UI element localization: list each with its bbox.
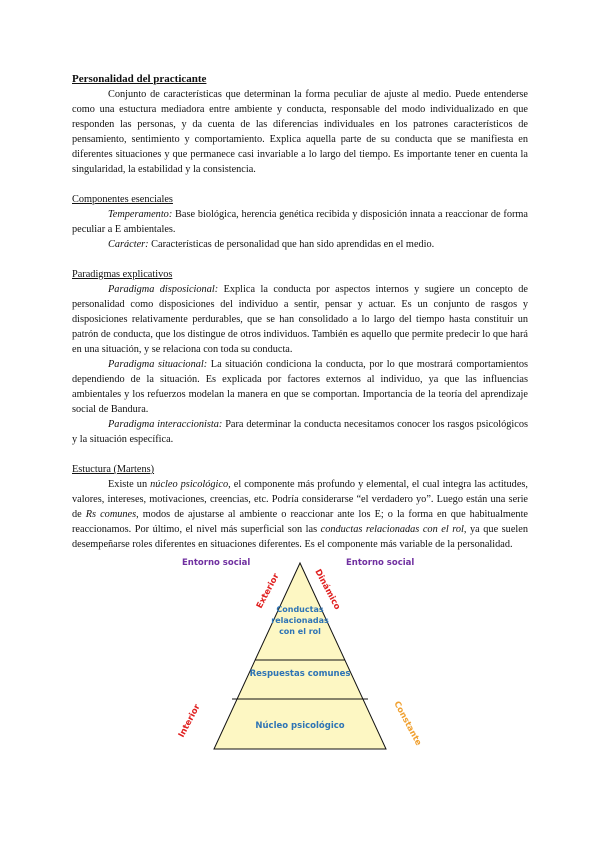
interaccionista-term: Paradigma interaccionista:	[108, 419, 223, 430]
nucleo-term: núcleo psicológico	[150, 479, 229, 490]
interior-label: Interior	[176, 702, 203, 740]
entorno-social-left: Entorno social	[182, 558, 251, 568]
temperamento-paragraph	[72, 207, 528, 237]
temperamento-term: Temperamento:	[108, 209, 173, 220]
intro-paragraph: Conjunto de características que determinan la forma peculiar de ajuste al medio. Puede entenderse como una estuctura mediadora entre ambiente y conducta, responsable del modo individualizado en que responden las personas, y da cuenta de las diferencias individuales en los patrones característicos de pensamiento, sentimiento y comportamiento. Explica aquella parte de su conducta que se manifiesta en diferentes situaciones y que permanece casi invariable a lo largo del tiempo. Es importante tener en cuenta la singularidad, la estabilidad y la consistencia.	[72, 89, 528, 175]
document-page	[72, 72, 528, 552]
disposicional-text: Explica la conducta por aspectos internos y sugiere un concepto de personalidad como disposiciones del individuo a sentir, pensar y actuar. Es un conjunto de rasgos y disposiciones relativamente perdurables, que se han consolidado a lo largo del tiempo hasta constituir un patrón de conducta, que los distingue de otros individuos. También es aquello que permite predecir lo que hará en una situación, y se relaciona con toda su conducta.	[72, 284, 528, 355]
level-top-line2: relacionadas	[271, 616, 329, 625]
level-middle-label: Respuestas comunes	[249, 669, 351, 679]
constante-label: Constante	[391, 699, 424, 748]
estructura-paragraph	[72, 477, 528, 552]
conductas-term: conductas relacionadas con el rol	[320, 524, 464, 535]
document-title: Personalidad del practicante	[72, 73, 207, 85]
caracter-text: Características de personalidad que han sido aprendidas en el medio.	[148, 239, 435, 250]
estructura-text-1: Existe un	[108, 479, 151, 490]
estructura-text-3: , modos de ajustarse al ambiente o reaccionar ante los E; o la forma en que habitualmente reaccionamos. Por último, el nivel más superficial son las	[72, 509, 529, 535]
paradigmas-heading: Paradigmas explicativos	[72, 269, 173, 280]
interaccionista-paragraph	[72, 417, 528, 447]
estructura-text-4: , ya que suelen desempeñarse roles diferentes en situaciones diferentes. Es el componente más variable de la personalidad.	[72, 524, 528, 550]
dinamico-label: Dinámico	[312, 567, 343, 612]
estructura-heading: Estuctura (Martens)	[72, 464, 155, 475]
exterior-label: Exterior	[254, 571, 282, 611]
caracter-term: Carácter:	[108, 239, 149, 250]
entorno-social-right: Entorno social	[346, 558, 415, 568]
temperamento-text: Base biológica, herencia genética recibida y disposición innata a reaccionar de forma peculiar a E ambientales.	[72, 209, 528, 235]
level-bottom-label: Núcleo psicológico	[255, 721, 345, 731]
situacional-text: La situación condiciona la conducta, por lo que mostrará comportamientos dependiendo de la situación. Es explicada por factores externos al individuo, ya que las influencias ambientales y los refuerzos modelan la manera en que se comportan. Importancia de la teoría del aprendizaje social de Bandura.	[72, 359, 528, 415]
estructura-text-2: , el componente más profundo y elemental, el cual integra las actitudes, valores, intereses, motivaciones, creencias, etc. Podría considerarse “el verdadero yo”. Luego están una serie de	[72, 479, 528, 520]
situacional-term: Paradigma situacional:	[108, 359, 208, 370]
componentes-heading: Componentes esenciales	[72, 194, 173, 205]
level-top-line3: con el rol	[279, 627, 321, 636]
pyramid-svg	[170, 553, 430, 753]
caracter-paragraph	[72, 237, 528, 252]
disposicional-term: Paradigma disposicional:	[108, 284, 219, 295]
rs-term: Rs comunes	[85, 509, 137, 520]
level-top-line1: Conductas	[276, 605, 324, 614]
disposicional-paragraph	[72, 282, 528, 357]
personality-pyramid-figure	[170, 553, 430, 753]
situacional-paragraph	[72, 357, 528, 417]
interaccionista-text: Para determinar la conducta necesitamos conocer los rasgos psicológicos y la situación específica.	[72, 419, 528, 445]
